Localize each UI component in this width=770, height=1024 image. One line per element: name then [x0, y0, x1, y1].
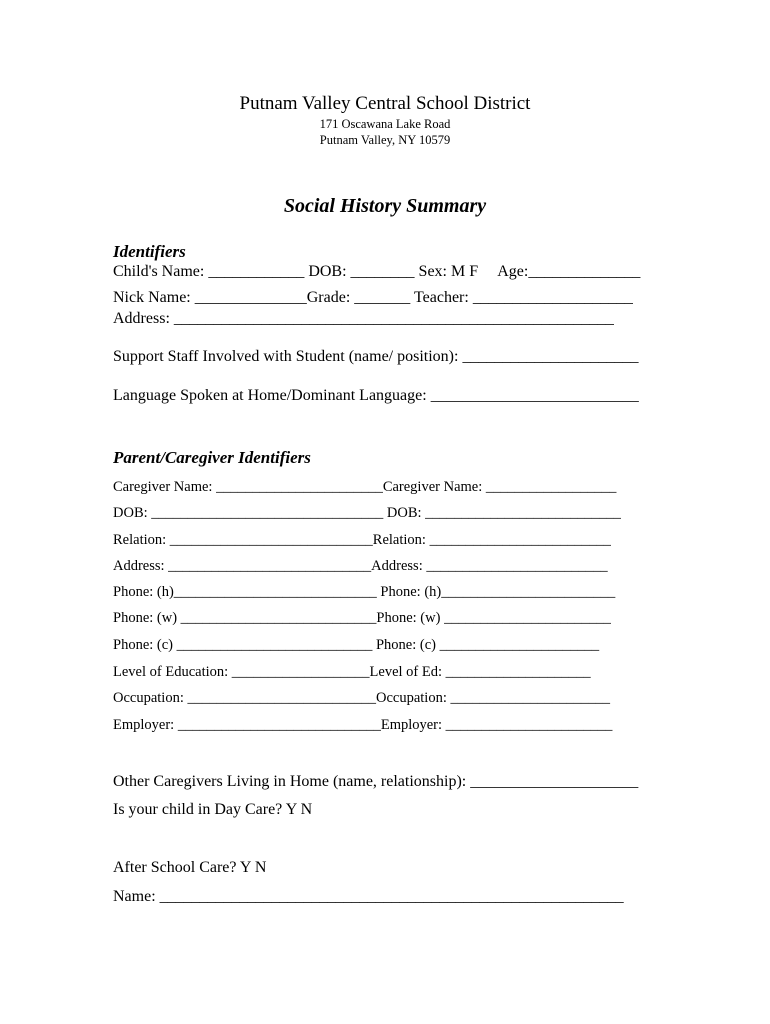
language-line: Language Spoken at Home/Dominant Language: __________________________ [113, 387, 639, 404]
other-caregivers-line: Other Caregivers Living in Home (name, relationship): _____________________ [113, 773, 639, 790]
name-line: Name: __________________________________________________________ [113, 888, 624, 905]
district-address-line2: Putnam Valley, NY 10579 [319, 133, 451, 147]
phone-work-row: Phone: (w) ___________________________Phone: (w) _______________________ [113, 610, 611, 626]
nick-name-line: Nick Name: ______________Grade: _______ Teacher: ____________________ [113, 289, 633, 306]
district-name: Putnam Valley Central School District [239, 93, 531, 114]
address-row: Address: ____________________________Address: _________________________ [113, 558, 608, 574]
dob-row: DOB: ________________________________ DOB: ___________________________ [113, 505, 621, 521]
relation-row: Relation: ____________________________Relation: _________________________ [113, 532, 611, 548]
identifiers-heading: Identifiers [113, 242, 186, 261]
after-school-line: After School Care? Y N [113, 859, 267, 876]
parent-identifiers-heading: Parent/Caregiver Identifiers [113, 448, 311, 467]
phone-home-row: Phone: (h)____________________________ Phone: (h)________________________ [113, 584, 616, 600]
day-care-line: Is your child in Day Care? Y N [113, 801, 313, 818]
document-title: Social History Summary [283, 195, 487, 217]
child-name-line: Child's Name: ____________ DOB: ________ Sex: M F Age:______________ [113, 263, 641, 280]
caregiver-name-row: Caregiver Name: _______________________Caregiver Name: __________________ [113, 479, 617, 495]
support-staff-line: Support Staff Involved with Student (name/ position): ______________________ [113, 348, 639, 365]
education-row: Level of Education: ___________________Level of Ed: ____________________ [113, 664, 591, 680]
employer-row: Employer: ____________________________Employer: _______________________ [113, 717, 613, 733]
district-address-line1: 171 Oscawana Lake Road [319, 117, 451, 131]
phone-cell-row: Phone: (c) ___________________________ Phone: (c) ______________________ [113, 637, 600, 653]
occupation-row: Occupation: __________________________Occupation: ______________________ [113, 690, 610, 706]
address-line: Address: _______________________________________________________ [113, 310, 614, 327]
